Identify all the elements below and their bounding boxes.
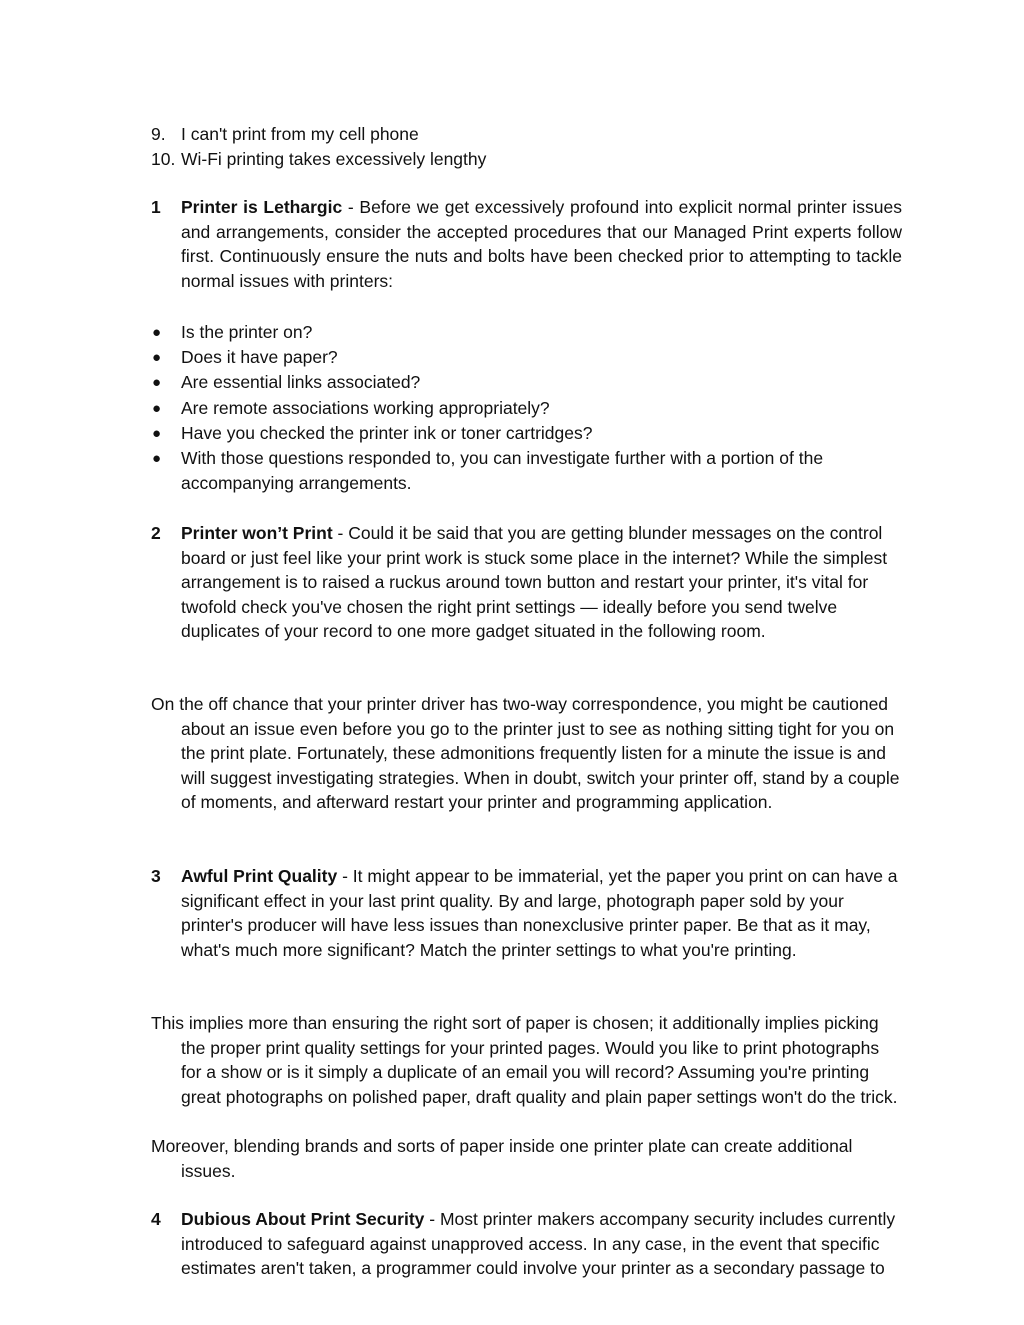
paragraph-off-chance: On the off chance that your printer driver has two-way correspondence, you might be cautioned about an issue even before you go to the printer just to see as nothing sitting tight for you on the print plate. Fortunately, these admonitions frequently listen for a minute the issue is and will suggest investigating strategies. When in doubt, switch your printer off, stand by a couple of moments, and afterward restart your printer and programming application. (151, 694, 900, 813)
bullet-text: Are essential links associated? (181, 372, 421, 393)
section-printer-lethargic (151, 195, 902, 293)
bullet-icon: ● (152, 324, 162, 341)
bullet-item (151, 370, 902, 395)
bullet-text: Are remote associations working appropriately? (181, 397, 550, 418)
bullet-icon: ● (152, 374, 162, 392)
bullet-icon: ● (152, 399, 162, 417)
bullet-icon: ● (152, 450, 162, 468)
section-number: 1 (151, 197, 161, 217)
bullet-icon: ● (152, 424, 162, 442)
section-body: - It might appear to be immaterial, yet the paper you print on can have a significant effect in your last print quality. By and large, photograph paper sold by your printer's producer will have less issues than nonexclusive printer paper. Be that as it may, what's much more significant? Match the printer settings to what you're printing. (181, 866, 898, 960)
section-number: 2 (151, 523, 161, 543)
section-print-security (151, 1207, 902, 1281)
list-item (151, 122, 911, 147)
section-number: 4 (151, 1209, 161, 1229)
paragraph-moreover: Moreover, blending brands and sorts of paper inside one printer plate can create additional issues. (151, 1136, 853, 1181)
bullet-item (151, 421, 902, 446)
bullet-text: With those questions responded to, you can investigate further with a portion of the accompanying arrangements. (181, 448, 824, 494)
list-item (151, 147, 911, 172)
section-title: Printer is Lethargic (181, 197, 343, 217)
paragraph-this-implies: This implies more than ensuring the right sort of paper is chosen; it additionally implies picking the proper print quality settings for your printed pages. Would you like to print photographs for a show or is it simply a duplicate of an email you will record? Assuming you're printing great photographs on polished paper, draft quality and plain paper settings won't do the trick. (151, 1013, 898, 1107)
bullet-item (151, 396, 902, 421)
section-title: Awful Print Quality (181, 866, 338, 886)
section-awful-print-quality (151, 864, 902, 962)
bullet-icon: ● (152, 349, 162, 367)
section-number: 3 (151, 866, 161, 886)
list-item-number: 9. (151, 124, 166, 144)
section-paragraph (181, 864, 902, 962)
section-body: - Most printer makers accompany security includes currently introduced to safeguard against unapproved access. In any case, in the event that specific estimates aren't taken, a programmer could involve your printer as a secondary passage to (181, 1209, 896, 1279)
section-paragraph (181, 195, 902, 293)
section-title: Dubious About Print Security (181, 1209, 425, 1229)
section-printer-wont-print (151, 521, 902, 644)
checklist-bullets (151, 320, 902, 496)
numbered-list (151, 122, 911, 171)
list-item-number: 10. (151, 148, 176, 169)
bullet-item (151, 345, 902, 370)
bullet-text: Have you checked the printer ink or toner cartridges? (181, 422, 593, 443)
list-item-text: Wi-Fi printing takes excessively lengthy (181, 148, 487, 169)
bullet-item (151, 320, 902, 345)
bullet-text: Does it have paper? (181, 347, 338, 368)
section-paragraph (181, 1207, 902, 1281)
section-body: - Could it be said that you are getting blunder messages on the control board or just feel like your print work is stuck some place in the internet? While the simplest arrangement is to raised a ruckus around town button and restart your printer, it's vital for twofold check you've chosen the right print settings — ideally before you send twelve duplicates of your record to one more gadget situated in the following room. (181, 523, 888, 642)
list-item-text: I can't print from my cell phone (181, 124, 419, 144)
section-body: - Before we get excessively profound into explicit normal printer issues and arrangements, consider the accepted procedures that our Managed Print experts follow first. Continuously ensure the nuts and bolts have been checked prior to attempting to tackle normal issues with printers: (181, 197, 902, 291)
section-paragraph (181, 521, 902, 644)
bullet-text: Is the printer on? (181, 322, 313, 342)
bullet-item (151, 446, 902, 496)
section-title: Printer won’t Print (181, 523, 333, 543)
